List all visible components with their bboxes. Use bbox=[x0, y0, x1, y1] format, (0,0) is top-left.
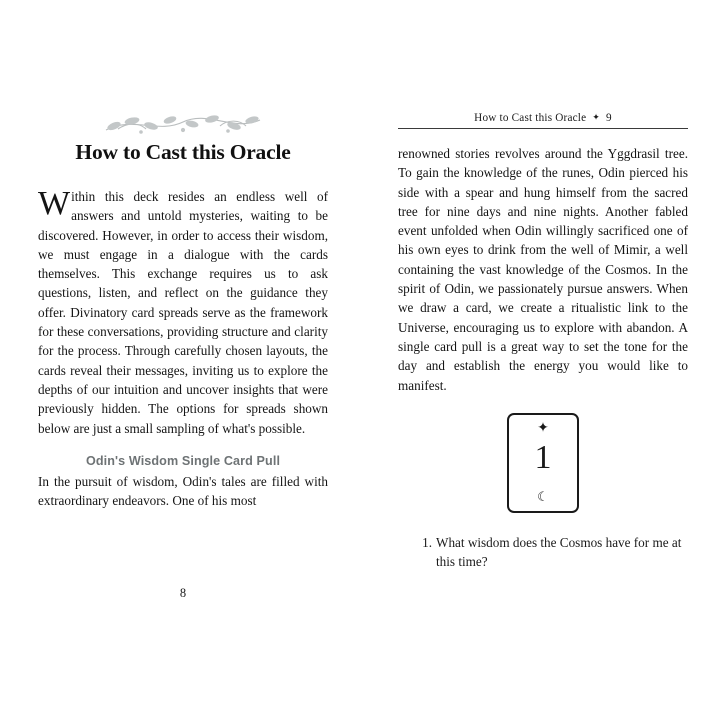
list-item bbox=[416, 533, 688, 572]
drop-cap: W bbox=[38, 185, 71, 222]
body-paragraph: renowned stories revolves around the Yggdrasil tree. To gain the knowledge of the runes, Odin pierced his side with a spear and hung himself from the sacred tree for nine days and nine nights. Another fabled event unfolded when Odin willingly sacrificed one of his own eyes to drink from the well of Mimir, a well containing the vast knowledge of the Cosmos. In the spirit of Odin, we passionately pursue answers. When we draw a card, we create a ritualistic link to the Universe, encouraging us to explore with abandon. A single card pull is a great way to set the tone for the day and establish the energy you would like to manifest. bbox=[398, 146, 688, 393]
card-illustration-wrap bbox=[398, 413, 688, 513]
section-paragraph: In the pursuit of wisdom, Odin's tales are filled with extraordinary endeavors. One of his most bbox=[38, 473, 328, 509]
page-title: How to Cast this Oracle bbox=[75, 140, 291, 164]
star-icon: ✦ bbox=[537, 420, 549, 436]
moon-icon: ☾ bbox=[537, 488, 549, 504]
running-head bbox=[398, 112, 688, 129]
question-list bbox=[398, 533, 688, 572]
leafy-vine-ornament bbox=[88, 112, 278, 138]
page-number-right: 9 bbox=[606, 112, 612, 124]
list-item-number: 1. bbox=[422, 534, 432, 550]
card-number: 1 bbox=[534, 438, 552, 476]
left-page bbox=[38, 112, 328, 612]
intro-paragraph bbox=[38, 187, 328, 438]
single-card-illustration bbox=[507, 413, 579, 513]
diamond-icon: ✦ bbox=[592, 112, 601, 122]
section-heading: Odin's Wisdom Single Card Pull bbox=[85, 453, 281, 468]
running-head-title: How to Cast this Oracle bbox=[474, 112, 587, 124]
list-item-text: What wisdom does the Cosmos have for me at this time? bbox=[436, 534, 682, 570]
page-number-left: 8 bbox=[179, 586, 187, 600]
right-page bbox=[398, 112, 688, 612]
intro-paragraph-text: ithin this deck resides an endless well of answers and untold mysteries, waiting to be discovered. However, in order to access their wisdom, we must engage in a dialogue with the cards themselves. This exchange requires us to ask questions, listen, and reflect on the guidance they offer. Divinatory card spreads serve as the framework for these conversations, providing structure and clarity for the process. Through carefully chosen layouts, the cards reveal their messages, inviting us to explore the depths of our intuition and uncover insights that were previously hidden. The options for spreads shown below are just a small sampling of what's possible. bbox=[38, 189, 328, 436]
